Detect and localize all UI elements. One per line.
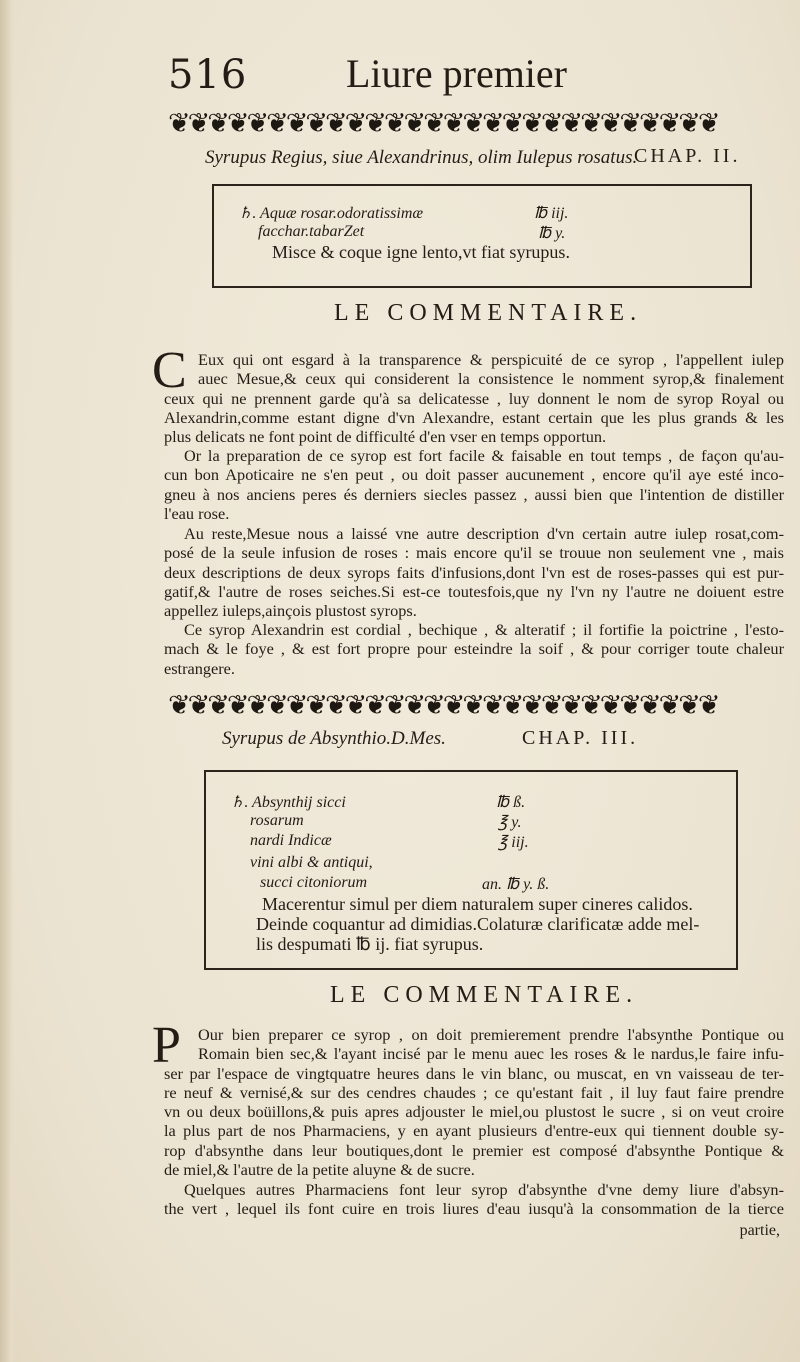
recipe-quantity: ℔ iij. <box>534 205 569 222</box>
chapter-label: CHAP. II. <box>634 145 741 167</box>
recipe-quantity: ℔ ß. <box>496 794 526 811</box>
ornament-band: ❦❦❦❦❦❦❦❦❦❦❦❦❦❦❦❦❦❦❦❦❦❦❦❦❦❦❦❦ <box>168 690 718 721</box>
recipe-line: succi citoniorum <box>260 874 368 891</box>
page-number: 516 <box>168 52 248 98</box>
recipe-instruction: Deinde coquantur ad dimidias.Colaturæ clarificatæ adde mel- <box>256 914 700 934</box>
drop-capital: C <box>152 342 187 399</box>
recipe-quantity: an. ℔ y. ß. <box>482 876 550 893</box>
recipe-line: ♄. Aquæ rosar.odoratissimæ <box>238 205 424 222</box>
recipe-box <box>212 184 752 288</box>
commentary-heading: LE COMMENTAIRE. <box>330 982 639 1008</box>
recipe-instruction: Misce & coque igne lento,vt fiat syrupus. <box>272 242 570 262</box>
recipe-instruction: Macerentur simul per diem naturalem super cineres calidos. <box>262 894 693 914</box>
recipe-line: rosarum <box>250 812 304 829</box>
running-title: Liure premier <box>346 51 567 96</box>
catchword: partie, <box>739 1222 780 1239</box>
recipe-line: nardi Indicæ <box>250 832 332 849</box>
section-title: Syrupus Regius, siue Alexandrinus, olim Iulepus rosatus. <box>205 147 638 168</box>
recipe-line: vini albi & antiqui, <box>250 854 373 871</box>
paragraph: Quelques autres Pharmaciens font leur syrop d'absynthe d'vne demy liure d'absyn- the vert , lequel ils font cuire en trois liures d'eau iusqu'à la consommation de la tierce <box>164 1180 784 1219</box>
paragraph: Au reste,Mesue nous a laissé vne autre description d'vn certain autre iulep rosat,com- posé de la seule infusion de roses : mais encore qu'il se trouue non seulement vne , mais deux descriptions de deux syrops faits d'infusions,dont l'vn est de roses-passes qui est pur- gatif,& l'autre de roses seiches.Si est-ce toutesfois,que ny l'vn ny l'autre ne doiuent estre appellez iuleps,ainçois plustost syrops. <box>164 524 784 621</box>
recipe-quantity: ℔ y. <box>538 225 566 242</box>
paragraph: Eux qui ont esgard à la transparence & perspicuité de ce syrop , l'appellent iulep auec Mesue,& ceux qui considerent la consistence le nomment syrop,& finalement ceux qui ne prennent garde qu'à sa delicatesse , luy donnent le nom de syrop Royal ou Alexandrin,comme estant digne d'vn Alexandre, estant certain que les plus grands & les plus delicats ne font point de difficulté d'en vser en temps opportun. <box>164 350 784 447</box>
drop-capital: P <box>152 1017 181 1074</box>
recipe-line: facchar.tabarZet <box>258 223 365 240</box>
recipe-box <box>204 770 738 970</box>
paragraph: Ce syrop Alexandrin est cordial , bechique , & alteratif ; il fortifie la poictrine , l'esto- mach & le foye , & est fort propre pour esteindre la soif , & pour corriger toute chaleur estrangere. <box>164 620 784 678</box>
paragraph: Our bien preparer ce syrop , on doit premierement prendre l'absynthe Pontique ou Romain bien sec,& l'ayant incisé par le menu auec les roses & le nardus,le faire infu- ser par l'espace de vingtquatre heures dans le vin blanc, ou muscat, en vn vaisseau de ter- re neuf & vernisé,& sur des cendres chaudes ; ce qu'estant fait , il luy faut faire prendre vn ou deux boüillons,& puis apres adjouster le miel,ou plustost le sucre , si on veut croire la plus part de nos Pharmaciens, y en ayant plusieurs d'entre-eux qui tiennent double sy- rop d'absynthe dans leur boutiques,dont le premier est composé d'absynthe Pontique & de miel,& l'autre de la petite aluyne & de sucre. <box>164 1025 784 1180</box>
commentary-heading: LE COMMENTAIRE. <box>334 300 643 326</box>
recipe-line: ♄. Absynthij sicci <box>230 794 346 811</box>
recipe-instruction: lis despumati ℔ ij. fiat syrupus. <box>256 934 484 954</box>
section-title: Syrupus de Absynthio.D.Mes. <box>222 728 446 749</box>
ornament-band: ❦❦❦❦❦❦❦❦❦❦❦❦❦❦❦❦❦❦❦❦❦❦❦❦❦❦❦❦ <box>168 108 718 139</box>
recipe-quantity: ℥ y. <box>498 814 522 831</box>
recipe-quantity: ℥ iij. <box>498 834 529 851</box>
chapter-label: CHAP. III. <box>522 727 639 749</box>
page-spine-shadow <box>0 0 14 1362</box>
paragraph: Or la preparation de ce syrop est fort facile & faisable en tout temps , de façon qu'au- cun bon Apoticaire ne s'en peut , ou doit passer aucunement , encore qu'il aye esté inco- gneu à nos anciens peres és derniers siecles passez , aussi bien que l'intention de distiller l'eau rose. <box>164 446 784 523</box>
